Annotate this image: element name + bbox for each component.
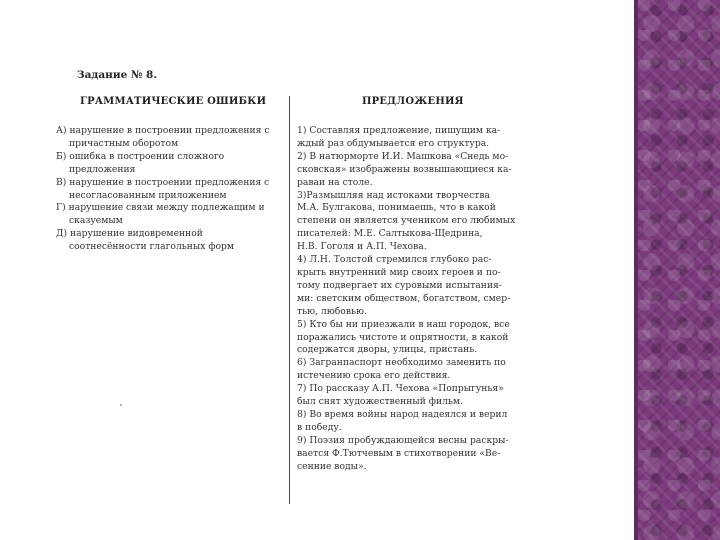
sentence-line: 2) В натюрморте И.И. Машкова «Снедь мо- — [297, 150, 509, 162]
sentence-line: М.А. Булгакова, понимаешь, что в какой — [297, 202, 496, 214]
error-line: А) нарушение в построении предложения с — [56, 125, 270, 136]
sentences-list — [297, 125, 529, 473]
sentences-column-header: ПРЕДЛОЖЕНИЯ — [362, 96, 464, 107]
sentence-line: 3)Размышляя над истоками творчества — [297, 189, 490, 201]
task-title: Задание № 8. — [77, 69, 158, 81]
errors-column-header: ГРАММАТИЧЕСКИЕ ОШИБКИ — [80, 96, 267, 107]
error-line: предложения — [69, 163, 136, 175]
error-line: Д) нарушение видовременной — [56, 228, 203, 240]
error-line: Г) нарушение связи между подлежащим и — [56, 202, 265, 214]
sentence-line: был снят художественный фильм. — [297, 396, 463, 408]
sentence-line: сенние воды». — [297, 460, 367, 472]
error-line: причастным оборотом — [69, 137, 179, 149]
error-line: сказуемым — [69, 215, 123, 227]
sentence-line: степени он является учеником его любимых — [297, 215, 516, 227]
sentence-line: 5) Кто бы ни приезжали в наш городок, все — [297, 318, 510, 330]
sentence-line: раваи на столе. — [297, 176, 373, 188]
error-line: соотнесённости глагольных форм — [69, 241, 235, 253]
sentence-line: истечению срока его действия. — [297, 370, 451, 382]
sentence-line: тому подвергает их суровыми испытания- — [297, 279, 502, 291]
sentence-line: вается Ф.Тютчевым в стихотворении «Ве- — [297, 447, 501, 459]
sentence-line: содержатся дворы, улицы, пристань. — [297, 344, 478, 356]
sentence-line: писателей: М.Е. Салтыкова-Щедрина, — [297, 228, 483, 240]
sentence-line: ми: светским обществом, богатством, смер- — [297, 292, 511, 304]
sentence-line: 6) Загранпаспорт необходимо заменить по — [297, 357, 506, 369]
error-line: Б) ошибка в построении сложного — [56, 150, 225, 162]
column-divider — [289, 96, 290, 504]
sentence-line: крыть внутренний мир своих героев и по- — [297, 266, 501, 278]
sentence-line: сковская» изображены возвышающиеся ка- — [297, 163, 512, 175]
sentence-line: 4) Л.Н. Толстой стремился глубоко рас- — [297, 254, 492, 266]
sentence-line: тью, любовью. — [297, 305, 367, 317]
decorative-purple-band — [638, 0, 720, 540]
scan-speck — [120, 404, 122, 406]
error-line: В) нарушение в построении предложения с — [56, 176, 270, 188]
sentence-line: поражались чистоте и опрятности, в какой — [297, 331, 509, 343]
sentence-line: 7) По рассказу А.П. Чехова «Попрыгунья» — [297, 383, 504, 395]
sentence-line: 9) Поэзия пробуждающейся весны раскры- — [297, 434, 509, 446]
error-line: несогласованным приложением — [69, 189, 227, 201]
sentence-line: 8) Во время войны народ надеялся и верил — [297, 408, 508, 420]
sentence-line: Н.В. Гоголя и А.П. Чехова. — [297, 241, 427, 253]
sentence-line: ждый раз обдумывается его структура. — [297, 137, 490, 149]
sentence-line: в победу. — [297, 421, 342, 433]
sentence-line: 1) Составляя предложение, пишущим ка- — [297, 125, 501, 136]
errors-list — [56, 125, 284, 254]
